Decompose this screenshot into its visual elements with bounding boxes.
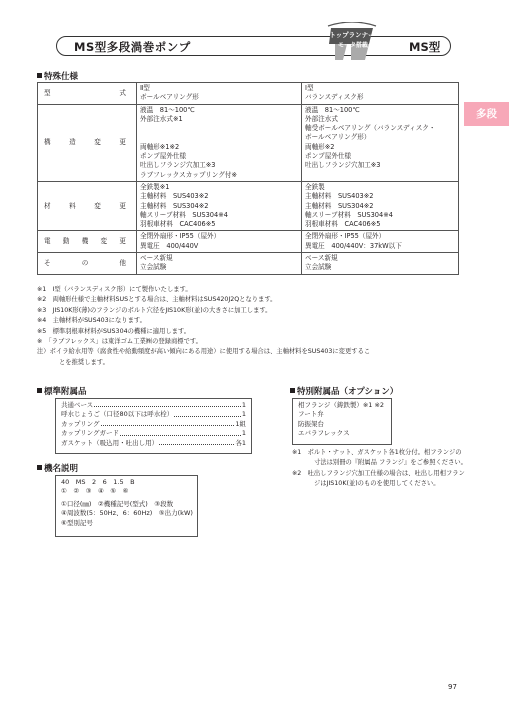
- footnote: ※2 両軸形仕様で主軸材料SUSとする場合は、主軸材料はSUS420J2Qとなります。: [37, 296, 277, 304]
- item-qty: 1: [241, 429, 246, 438]
- cell-text: ベース新規: [305, 254, 338, 263]
- footnote: 注）ボイラ給水用等（腐食性や給動頻度が高い傾向にある用途）に使用する場合は、主軸材料をSUS403に変更するこ: [37, 348, 371, 356]
- cell-text: ポンプ屋外仕様: [305, 152, 352, 161]
- row-label: その他: [38, 253, 137, 275]
- cell-text: 両軸形※1※2: [140, 142, 180, 151]
- section-tab-label: 多段: [476, 108, 497, 120]
- table-row: [38, 253, 459, 275]
- cell-text: 外部注水式: [305, 114, 338, 123]
- type-i-cell: [302, 253, 459, 275]
- section-tab-multistage: [464, 102, 509, 126]
- list-item: [61, 439, 246, 448]
- cell-text: ボールベアリング形）: [305, 133, 371, 142]
- list-item: エバラフレックス: [298, 429, 350, 438]
- item-name: カップリング: [61, 419, 100, 428]
- cell-text: 軸スリーブ材料 SUS304※4: [305, 210, 393, 219]
- type-ii-cell: [137, 104, 302, 181]
- row-label: 材料変更: [38, 181, 137, 230]
- item-qty: 1: [241, 401, 246, 409]
- footnote: ジはJIS10K(並)のものを使用してください。: [314, 480, 440, 488]
- item-qty: 1組: [235, 419, 246, 428]
- list-item: [61, 401, 246, 410]
- footnote: ※1 ボルト・ナット、ガスケット各1枚分付。相フランジの: [292, 449, 462, 456]
- cell-text: 吐出しフランジ穴加工※3: [140, 161, 216, 170]
- item-name: ガスケット（吸込用・吐出し用）: [61, 438, 159, 447]
- table-row: [38, 231, 459, 253]
- page-number: 97: [448, 683, 457, 691]
- cell-text: 主軸材料 SUS403※2: [140, 192, 209, 201]
- list-item: [61, 420, 246, 429]
- table-row: [38, 83, 459, 105]
- footnote: ※ 「ラブフレックス」は東洋ゴム工業㈱の登録商標です。: [37, 338, 202, 346]
- model-explanation-box: [55, 475, 198, 537]
- type-ii-cell: [137, 231, 302, 253]
- cell-text: 両軸形※2: [305, 142, 335, 151]
- footnote: とを推奨します。: [59, 358, 109, 366]
- type-ii-cell: [137, 181, 302, 230]
- model-code: 40 MS 2 6 1.5 B: [61, 478, 135, 486]
- model-label: MS型: [409, 40, 441, 54]
- footnote: ※3 JIS10K形(薄)のフランジのボルト穴径をJIS10K形(並)の大きさに加工します。: [37, 306, 272, 314]
- footnote: ※2 吐出しフランジ穴加工仕様の場合は、吐出し用相フラン: [292, 469, 465, 477]
- cell-text: 立会試験: [140, 263, 167, 272]
- cell-text: 軸受ボールベアリング（バランスディスク・: [305, 124, 436, 133]
- cell-text: 羽根車材料 CAC406※5: [140, 220, 216, 229]
- row-label: 電動機変更: [38, 231, 137, 253]
- cell-text: Ⅰ型: [305, 84, 314, 92]
- cell-text: 主軸材料 SUS304※2: [305, 201, 374, 210]
- model-code-index: ① ② ③ ④ ⑤ ⑥: [61, 487, 129, 496]
- row-label: 構造変更: [38, 104, 137, 181]
- list-item: 相フランジ（鋳鉄製）※1 ※2: [298, 401, 385, 409]
- cell-text: 全閉外扇形・IP55（屋外）: [305, 232, 386, 241]
- logo-text-motor: モータ搭載: [338, 42, 368, 49]
- legend-line: ⑥型別記号: [61, 518, 93, 527]
- legend-line: ①口径(㎜) ②機種記号(型式) ③段数: [61, 499, 174, 508]
- special-accessories-heading: 特別附属品（オプション）: [290, 385, 398, 397]
- cell-text: 全鉄製: [305, 182, 325, 191]
- cell-text: 主軸材料 SUS403※2: [305, 192, 374, 201]
- type-i-cell: [302, 181, 459, 230]
- item-name: 共通ベース: [61, 401, 94, 409]
- list-item: [61, 410, 246, 419]
- cell-text: バランスディスク形: [305, 93, 364, 102]
- special-accessories-box: [292, 398, 392, 445]
- type-i-cell: [302, 231, 459, 253]
- model-explanation-heading: 機名説明: [37, 462, 78, 474]
- special-spec-notes: [37, 285, 370, 368]
- cell-text: 液温 81～100℃: [140, 105, 195, 114]
- cell-text: ポンプ屋外仕様: [140, 152, 187, 161]
- type-i-cell: [302, 104, 459, 181]
- special-accessories-notes: [292, 448, 467, 490]
- cell-text-spacer: [140, 133, 298, 142]
- row-label: 型式: [38, 83, 137, 105]
- type-ii-cell: [137, 83, 302, 105]
- cell-text: 主軸材料 SUS304※2: [140, 201, 209, 210]
- item-qty: 各1: [235, 438, 246, 447]
- table-row: [38, 104, 459, 181]
- list-item: 防振架台: [298, 419, 324, 428]
- logo-text-top-runner: トップランナー: [329, 31, 375, 39]
- cell-text: 軸スリーブ材料 SUS304※4: [140, 210, 228, 219]
- type-ii-cell: [137, 253, 302, 275]
- cell-text: 立会試験: [305, 263, 332, 272]
- cell-text: 全閉外扇形・IP55（屋外）: [140, 232, 221, 241]
- cell-text: 液温 81～100℃: [305, 105, 360, 114]
- cell-text: 異電圧 400/440V: [140, 241, 199, 250]
- cell-text: 吐出しフランジ穴加工※3: [305, 161, 381, 170]
- cell-text: ラブフレックスカップリング付※: [140, 170, 237, 179]
- standard-accessories-box: [55, 398, 252, 454]
- page-title: MS型多段渦巻ポンプ: [74, 40, 191, 54]
- cell-text-spacer: [140, 124, 298, 133]
- special-spec-heading: 特殊仕様: [37, 70, 78, 82]
- table-row: [38, 181, 459, 230]
- list-item: フート弁: [298, 410, 324, 419]
- type-i-cell: [302, 83, 459, 105]
- cell-text: 羽根車材料 CAC406※5: [305, 220, 381, 229]
- standard-accessories-heading: 標準附属品: [37, 385, 87, 397]
- special-spec-table: [37, 82, 459, 275]
- footnote: ※4 主軸材料がSUS403になります。: [37, 317, 146, 325]
- list-item: [61, 429, 246, 438]
- legend-line: ④周波数(5：50Hz、6：60Hz) ⑤出力(kW): [61, 509, 193, 518]
- footnote: 寸法は別冊の『附属品 フランジ』をご参照ください。: [314, 459, 467, 467]
- cell-text: 外部注水式※1: [140, 114, 183, 123]
- cell-text: ベース新規: [140, 254, 173, 263]
- cell-text: Ⅱ型: [140, 84, 150, 92]
- item-qty: 1: [241, 410, 246, 419]
- cell-text: ボールベアリング形: [140, 93, 199, 102]
- item-name: 呼水じょうご（口径80以下は呼水栓）: [61, 410, 174, 419]
- cell-text: 全鉄製※1: [140, 182, 170, 191]
- item-name: カップリングガード: [61, 429, 120, 438]
- footnote: ※5 標準羽根車材料がSUS304の機種に適用します。: [37, 327, 191, 335]
- cell-text: 異電圧 400/440V：37kW以下: [305, 241, 402, 250]
- footnote: ※1 Ⅰ型（バランスディスク形）にて製作いたします。: [37, 286, 192, 293]
